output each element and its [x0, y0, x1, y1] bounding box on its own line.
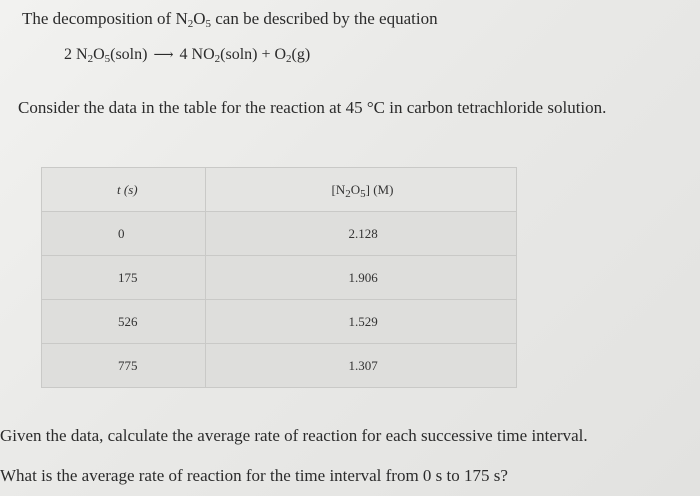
eq-right2-state: (g): [291, 46, 311, 63]
header-time: t (s): [42, 168, 206, 212]
header-conc-suffix: ] (M): [365, 181, 394, 197]
intro-subscript-5: 5: [205, 18, 211, 30]
question-text-1: Given the data, calculate the average rate of reaction for each successive time interval.: [0, 426, 588, 445]
cell-concentration: 1.307: [205, 344, 517, 388]
eq-left-o: O: [93, 46, 105, 63]
intro-oxygen: O: [193, 9, 206, 28]
intro-suffix: can be described by the equation: [211, 9, 438, 28]
cell-concentration: 1.906: [205, 256, 517, 300]
cell-time: 175: [42, 256, 206, 300]
reaction-arrow-icon: ⟶: [153, 48, 174, 63]
cell-concentration: 2.128: [205, 212, 517, 256]
eq-left-coef: 2 N: [64, 46, 88, 63]
cell-time: 526: [42, 300, 206, 344]
table-row: [42, 344, 517, 388]
table-header-row: [42, 168, 517, 212]
header-conc-o: O: [350, 181, 361, 197]
question-text-2: What is the average rate of reaction for the time interval from 0 s to 175 s?: [0, 466, 508, 485]
eq-left-state: (soln): [110, 46, 148, 63]
consider-text: Consider the data in the table for the reaction at 45 °C in carbon tetrachloride solution.: [18, 98, 607, 117]
header-conc-sub2: 5: [360, 187, 366, 200]
header-conc-sub1: 2: [345, 187, 351, 200]
table-row: [42, 256, 517, 300]
eq-left-sub1: 2: [87, 53, 94, 65]
eq-right1: 4 NO: [179, 46, 215, 63]
eq-right1-sub: 2: [214, 53, 221, 65]
eq-left-sub2: 5: [104, 53, 111, 65]
header-conc-prefix: [N: [331, 181, 346, 197]
data-table: [41, 167, 517, 388]
table-row: [42, 300, 517, 344]
eq-right1-state: (soln) + O: [220, 46, 287, 63]
table-row: [42, 212, 517, 256]
intro-subscript-2: 2: [187, 18, 194, 30]
intro-text: [22, 9, 438, 29]
intro-prefix: The decomposition of N: [22, 9, 188, 28]
header-concentration: [205, 168, 517, 212]
cell-time: 775: [42, 344, 206, 388]
cell-time: 0: [42, 212, 206, 256]
eq-right2-sub: 2: [286, 53, 292, 65]
cell-concentration: 1.529: [205, 300, 517, 344]
reaction-equation: [64, 46, 310, 64]
